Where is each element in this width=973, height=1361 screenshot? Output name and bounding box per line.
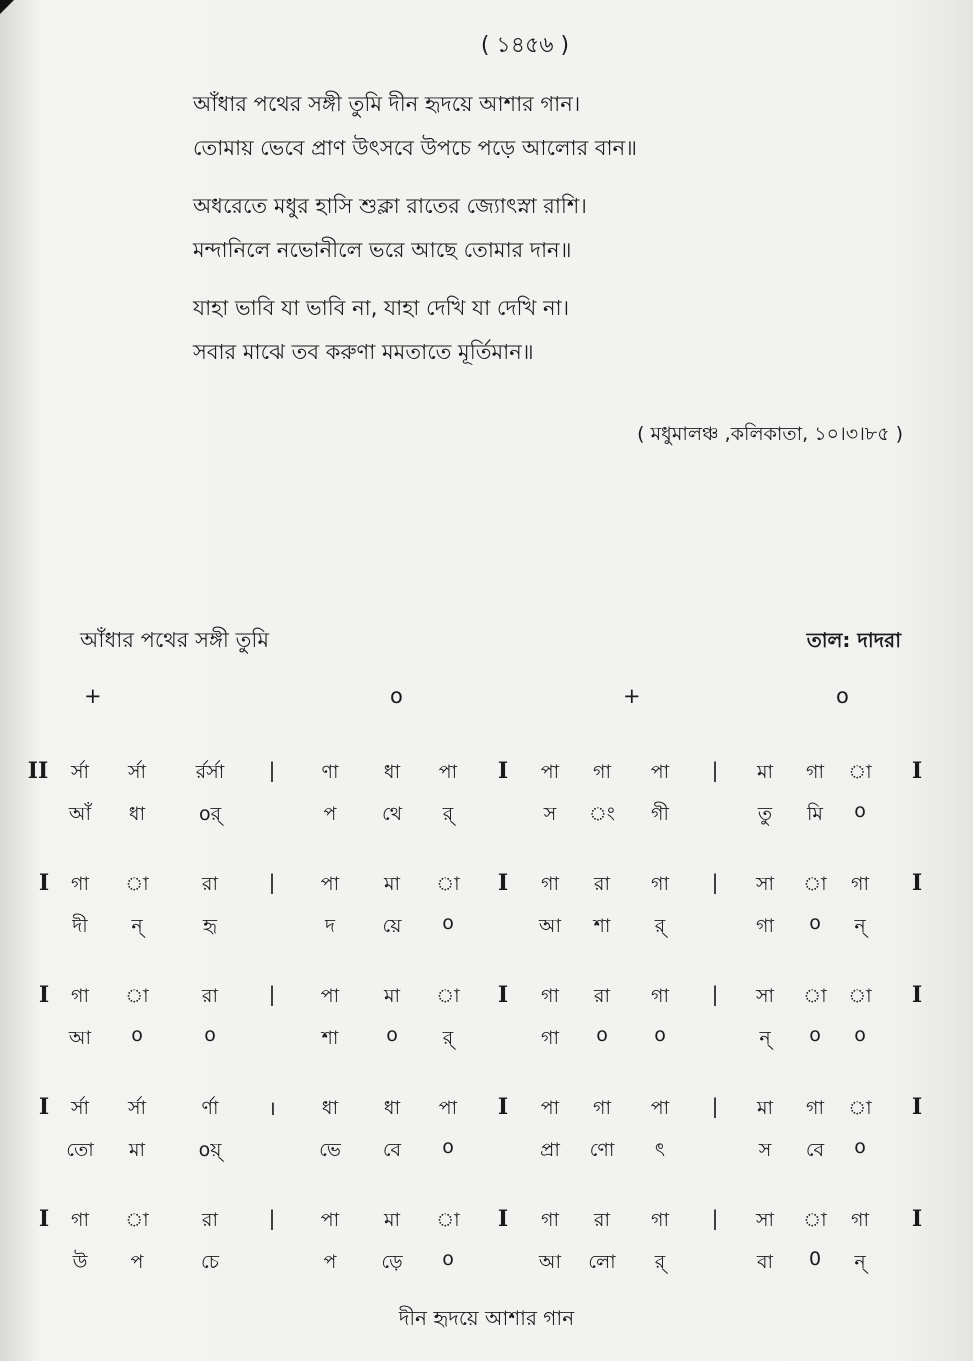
note: া: [848, 1097, 872, 1119]
note: র্ণা: [201, 1097, 219, 1119]
lyric-syllable: ৎ: [654, 1139, 666, 1161]
note: পা: [540, 761, 560, 783]
note: া: [125, 985, 149, 1007]
footer-line: দীন হৃদয়ে আশার গান: [398, 1306, 575, 1330]
lyric-syllable: র্: [654, 1251, 666, 1273]
barline: I: [911, 758, 923, 784]
note: মা: [756, 761, 774, 783]
lyric-syllable: ন্: [854, 915, 866, 937]
lyric-syllable: উ: [72, 1251, 88, 1273]
note: গা: [806, 761, 824, 783]
poem-line: অধরেতে মধুর হাসি শুক্লা রাতের জ্যোৎস্না রাশি।: [193, 194, 587, 218]
note: রা: [594, 985, 610, 1007]
note: পা: [320, 1209, 340, 1231]
poem-source: ( মধুমালঞ্চ ,কলিকাতা, ১০।৩।৮৫ ): [637, 423, 903, 445]
lyric-syllable: মি: [807, 803, 823, 825]
lyric-syllable: oয়্: [198, 1139, 222, 1161]
lyric-syllable: ন্: [131, 915, 143, 937]
note: সা: [755, 873, 775, 895]
page-number: ( ১৪৫৬ ): [480, 33, 570, 58]
lyric-syllable: ভে: [319, 1139, 341, 1161]
note: া: [436, 873, 460, 895]
lyric-syllable: মা: [128, 1139, 146, 1161]
note: গা: [593, 761, 611, 783]
note: ধা: [321, 1097, 339, 1119]
barline: ।: [268, 1096, 276, 1120]
note: া: [848, 985, 872, 1007]
barline: |: [268, 758, 276, 782]
poem-line: সবার মাঝে তব করুণা মমতাতে মূর্তিমান॥: [193, 340, 534, 364]
beat-mark: o: [836, 684, 849, 708]
note: ধা: [383, 1097, 401, 1119]
note: রা: [594, 873, 610, 895]
lyric-syllable: র্: [442, 1027, 454, 1049]
barline: I: [497, 870, 509, 896]
lyric-syllable: দ: [325, 915, 335, 937]
beat-mark: +: [84, 684, 102, 708]
barline: |: [711, 1206, 719, 1230]
note: রা: [202, 985, 218, 1007]
note: রা: [594, 1209, 610, 1231]
lyric-syllable: o: [854, 800, 866, 822]
lyric-syllable: আ: [538, 915, 562, 937]
lyric-syllable: o: [654, 1024, 666, 1046]
lyric-syllable: র্: [442, 803, 454, 825]
note: া: [803, 873, 827, 895]
lyric-syllable: আ: [538, 1251, 562, 1273]
lyric-syllable: গা: [756, 915, 774, 937]
lyric-syllable: তু: [757, 803, 773, 825]
barline: I: [911, 1094, 923, 1120]
lyric-syllable: প: [130, 1251, 144, 1273]
note: র্সা: [70, 761, 90, 783]
lyric-syllable: o: [854, 1136, 866, 1158]
start-barline: II: [27, 758, 49, 784]
note: গা: [851, 1209, 869, 1231]
lyric-syllable: o: [386, 1024, 398, 1046]
lyric-syllable: গী: [651, 803, 669, 825]
lyric-syllable: o: [131, 1024, 143, 1046]
note: মা: [383, 985, 401, 1007]
barline: |: [268, 870, 276, 894]
poem-line: যাহা ভাবি যা ভাবি না, যাহা দেখি যা দেখি না।: [193, 296, 570, 320]
notation-row: [0, 758, 973, 848]
note: গা: [851, 873, 869, 895]
lyric-syllable: o: [204, 1024, 216, 1046]
barline: I: [497, 982, 509, 1008]
note: া: [803, 1209, 827, 1231]
notation-row: [0, 1206, 973, 1296]
lyric-syllable: বে: [382, 1139, 402, 1161]
lyric-syllable: o: [809, 912, 821, 934]
barline: |: [268, 1206, 276, 1230]
note: পা: [650, 761, 670, 783]
note: র্সা: [127, 1097, 147, 1119]
note: পা: [320, 985, 340, 1007]
notation-row: [0, 982, 973, 1072]
note: গা: [651, 1209, 669, 1231]
lyric-syllable: o: [596, 1024, 608, 1046]
lyric-syllable: থে: [381, 803, 403, 825]
barline: |: [268, 982, 276, 1006]
lyric-syllable: য়ে: [382, 915, 402, 937]
beat-mark: +: [623, 684, 641, 708]
note: পা: [650, 1097, 670, 1119]
lyric-syllable: ন্: [759, 1027, 771, 1049]
lyric-syllable: স: [758, 1139, 772, 1161]
start-barline: I: [38, 982, 50, 1008]
barline: |: [711, 1094, 719, 1118]
lyric-syllable: প: [323, 1251, 337, 1273]
start-barline: I: [38, 1094, 50, 1120]
note: গা: [541, 1209, 559, 1231]
lyric-syllable: শা: [593, 915, 611, 937]
lyric-syllable: প: [323, 803, 337, 825]
barline: I: [911, 982, 923, 1008]
note: ণা: [321, 761, 339, 783]
tala-label: তাল: দাদরা: [806, 628, 901, 652]
lyric-syllable: ন্: [854, 1251, 866, 1273]
lyric-syllable: ড়ে: [381, 1251, 403, 1273]
lyric-syllable: তো: [66, 1139, 94, 1161]
note: মা: [756, 1097, 774, 1119]
note: া: [125, 873, 149, 895]
note: পা: [540, 1097, 560, 1119]
stanza-3: [193, 290, 893, 378]
lyric-syllable: o: [442, 1136, 454, 1158]
barline: |: [711, 758, 719, 782]
note: পা: [320, 873, 340, 895]
stanza-2: [193, 188, 893, 276]
lyric-syllable: oর্: [198, 803, 222, 825]
lyric-syllable: বা: [756, 1251, 774, 1273]
note: ধা: [383, 761, 401, 783]
lyric-syllable: প্রা: [540, 1139, 560, 1161]
lyric-syllable: বে: [805, 1139, 825, 1161]
note: া: [125, 1209, 149, 1231]
lyric-syllable: হৃ: [202, 915, 218, 937]
note: গা: [806, 1097, 824, 1119]
note: গা: [651, 985, 669, 1007]
barline: I: [911, 1206, 923, 1232]
lyric-syllable: র্: [654, 915, 666, 937]
notation-title: আঁধার পথের সঙ্গী তুমি: [80, 628, 270, 652]
note: গা: [71, 985, 89, 1007]
stanza-1: [193, 86, 893, 174]
poem-line: তোমায় ভেবে প্রাণ উৎসবে উপচে পড়ে আলোর বান॥: [193, 136, 638, 160]
notation-row: [0, 1094, 973, 1184]
poem: [193, 86, 893, 392]
lyric-syllable: 0: [808, 1248, 822, 1270]
notation-row: [0, 870, 973, 960]
note: গা: [541, 985, 559, 1007]
lyric-syllable: গা: [541, 1027, 559, 1049]
barline: I: [497, 1094, 509, 1120]
note: পা: [438, 761, 458, 783]
barline: |: [711, 982, 719, 1006]
lyric-syllable: o: [854, 1024, 866, 1046]
poem-line: আঁধার পথের সঙ্গী তুমি দীন হৃদয়ে আশার গান।: [193, 92, 581, 116]
note: া: [803, 985, 827, 1007]
start-barline: I: [38, 1206, 50, 1232]
note: র্রর্সা: [195, 761, 225, 783]
start-barline: I: [38, 870, 50, 896]
note: গা: [541, 873, 559, 895]
note: া: [436, 1209, 460, 1231]
lyric-syllable: o: [442, 1248, 454, 1270]
note: পা: [438, 1097, 458, 1119]
note: গা: [71, 1209, 89, 1231]
barline: I: [497, 1206, 509, 1232]
lyric-syllable: দী: [72, 915, 88, 937]
lyric-syllable: স: [543, 803, 557, 825]
note: মা: [383, 873, 401, 895]
barline: |: [711, 870, 719, 894]
lyric-syllable: শা: [321, 1027, 339, 1049]
note: সা: [755, 1209, 775, 1231]
beat-mark: o: [390, 684, 403, 708]
note: রা: [202, 1209, 218, 1231]
barline: I: [911, 870, 923, 896]
note: মা: [383, 1209, 401, 1231]
note: গা: [593, 1097, 611, 1119]
lyric-syllable: o: [809, 1024, 821, 1046]
lyric-syllable: ণো: [589, 1139, 615, 1161]
corner-mark: [0, 0, 14, 14]
note: গা: [71, 873, 89, 895]
note: া: [436, 985, 460, 1007]
note: র্সা: [70, 1097, 90, 1119]
note: রা: [202, 873, 218, 895]
note: া: [848, 761, 872, 783]
note: সা: [755, 985, 775, 1007]
lyric-syllable: আঁ: [68, 803, 92, 825]
lyric-syllable: চে: [201, 1251, 219, 1273]
lyric-syllable: আ: [68, 1027, 92, 1049]
lyric-syllable: লো: [588, 1251, 616, 1273]
note: র্সা: [127, 761, 147, 783]
lyric-syllable: ং: [589, 803, 615, 825]
note: গা: [651, 873, 669, 895]
lyric-syllable: ধা: [128, 803, 146, 825]
lyric-syllable: o: [442, 912, 454, 934]
barline: I: [497, 758, 509, 784]
poem-line: মন্দানিলে নভোনীলে ভরে আছে তোমার দান॥: [193, 238, 572, 262]
